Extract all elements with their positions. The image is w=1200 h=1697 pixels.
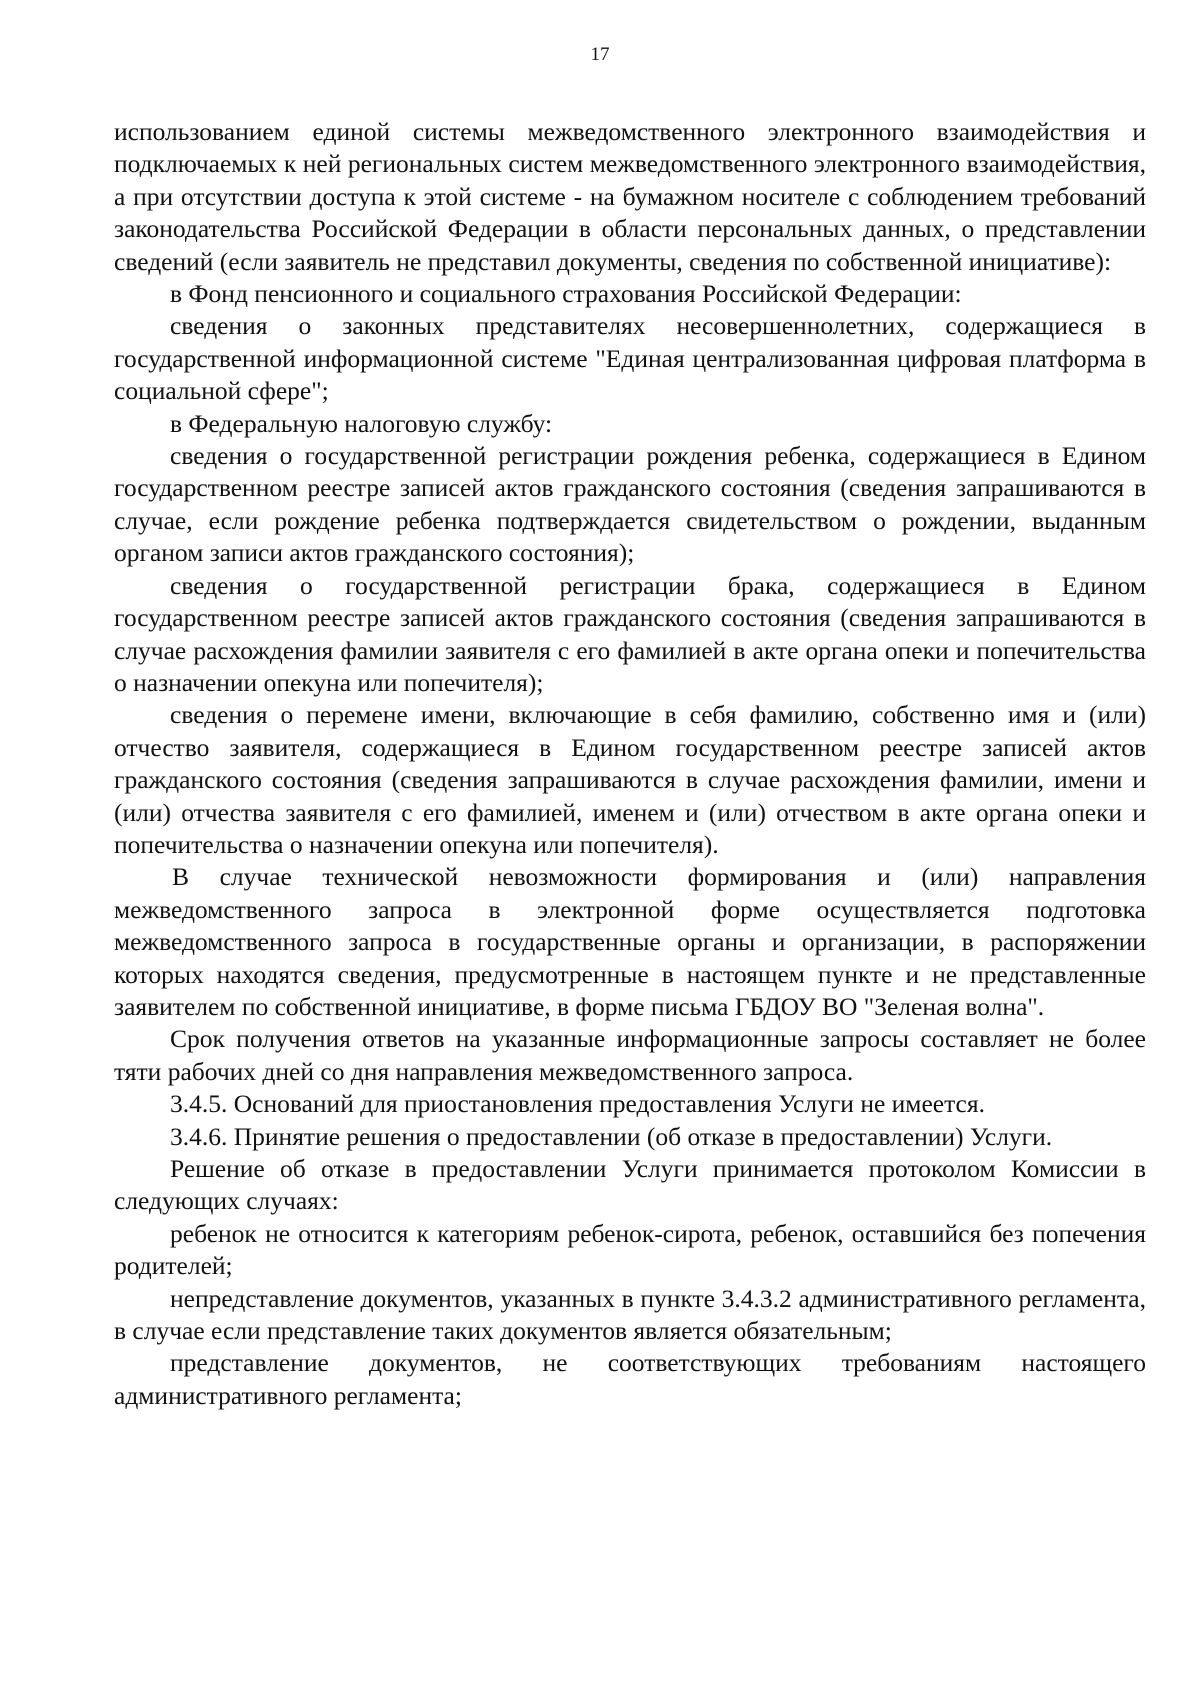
paragraph-refusal-decision: Решение об отказе в предоставлении Услуги принимается протоколом Комиссии в следующих случаях: xyxy=(114,1154,1146,1216)
paragraph-name-change: сведения о перемене имени, включающие в себя фамилию, собственно имя и (или) отчество заявителя, содержащиеся в Едином государственном реестре записей актов гражданского состояния (сведения запрашиваются в случае расхождения фамилии, имени и (или) отчества заявителя с его фамилией, именем и (или) отчеством в акте органа опеки и попечительства о назначении опекуна или попечителя). xyxy=(114,700,1146,859)
page-number: 17 xyxy=(590,44,610,65)
paragraph-birth-registration: сведения о государственной регистрации рождения ребенка, содержащиеся в Едином государственном реестре записей актов гражданского состояния (сведения запрашиваются в случае, если рождение ребенка подтверждается свидетельством о рождении, выданным органом записи актов гражданского состояния); xyxy=(114,441,1146,568)
paragraph-3-4-5: 3.4.5. Оснований для приостановления предоставления Услуги не имеется. xyxy=(170,1089,985,1119)
paragraph-technical-impossibility: В случае технической невозможности формирования и (или) направления межведомственного запроса в электронной форме осуществляется подготовка межведомственного запроса в государственные органы и организации, в распоряжении которых находятся сведения, предусмотренные в настоящем пункте и не представленные заявителем по собственной инициативе, в форме письма ГБДОУ ВО "Зеленая волна". xyxy=(114,862,1146,1021)
paragraph-3-4-6: 3.4.6. Принятие решения о предоставлении (об отказе в предоставлении) Услуги. xyxy=(170,1121,1053,1151)
paragraph-interagency-request-intro: использованием единой системы межведомственного электронного взаимодействия и подключаемых к ней региональных систем межведомственного электронного взаимодействия, а при отсутствии доступа к этой системе - на бумажном носителе с соблюдением требований законодательства Российской Федерации в области персональных данных, о представлении сведений (если заявитель не представил документы, сведения по собственной инициативе): xyxy=(114,117,1146,276)
paragraph-refusal-orphan-category: ребенок не относится к категориям ребенок-сирота, ребенок, оставшийся без попечения родителей; xyxy=(114,1218,1146,1281)
document-body xyxy=(114,116,1146,1412)
paragraph-marriage-registration: сведения о государственной регистрации брака, содержащиеся в Едином государственном реестре записей актов гражданского состояния (сведения запрашиваются в случае расхождения фамилии заявителя с его фамилией в акте органа опеки и попечительства о назначении опекуна или попечителя); xyxy=(114,570,1146,697)
paragraph-tax-service: в Федеральную налоговую службу: xyxy=(170,408,553,438)
paragraph-refusal-missing-documents: непредставление документов, указанных в пункте 3.4.3.2 административного регламента, в случае если представление таких документов является обязательным; xyxy=(114,1283,1146,1346)
paragraph-pension-fund: в Фонд пенсионного и социального страхования Российской Федерации: xyxy=(170,279,962,309)
paragraph-legal-representatives: сведения о законных представителях несовершеннолетних, содержащиеся в государственной информационной системе "Единая централизованная цифровая платформа в социальной сфере"; xyxy=(114,311,1146,406)
paragraph-refusal-nonconforming-documents: представление документов, не соответствующих требованиям настоящего административного регламента; xyxy=(114,1348,1146,1410)
paragraph-response-deadline: Срок получения ответов на указанные информационные запросы составляет не более тяти рабочих дней со дня направления межведомственного запроса. xyxy=(114,1024,1146,1086)
